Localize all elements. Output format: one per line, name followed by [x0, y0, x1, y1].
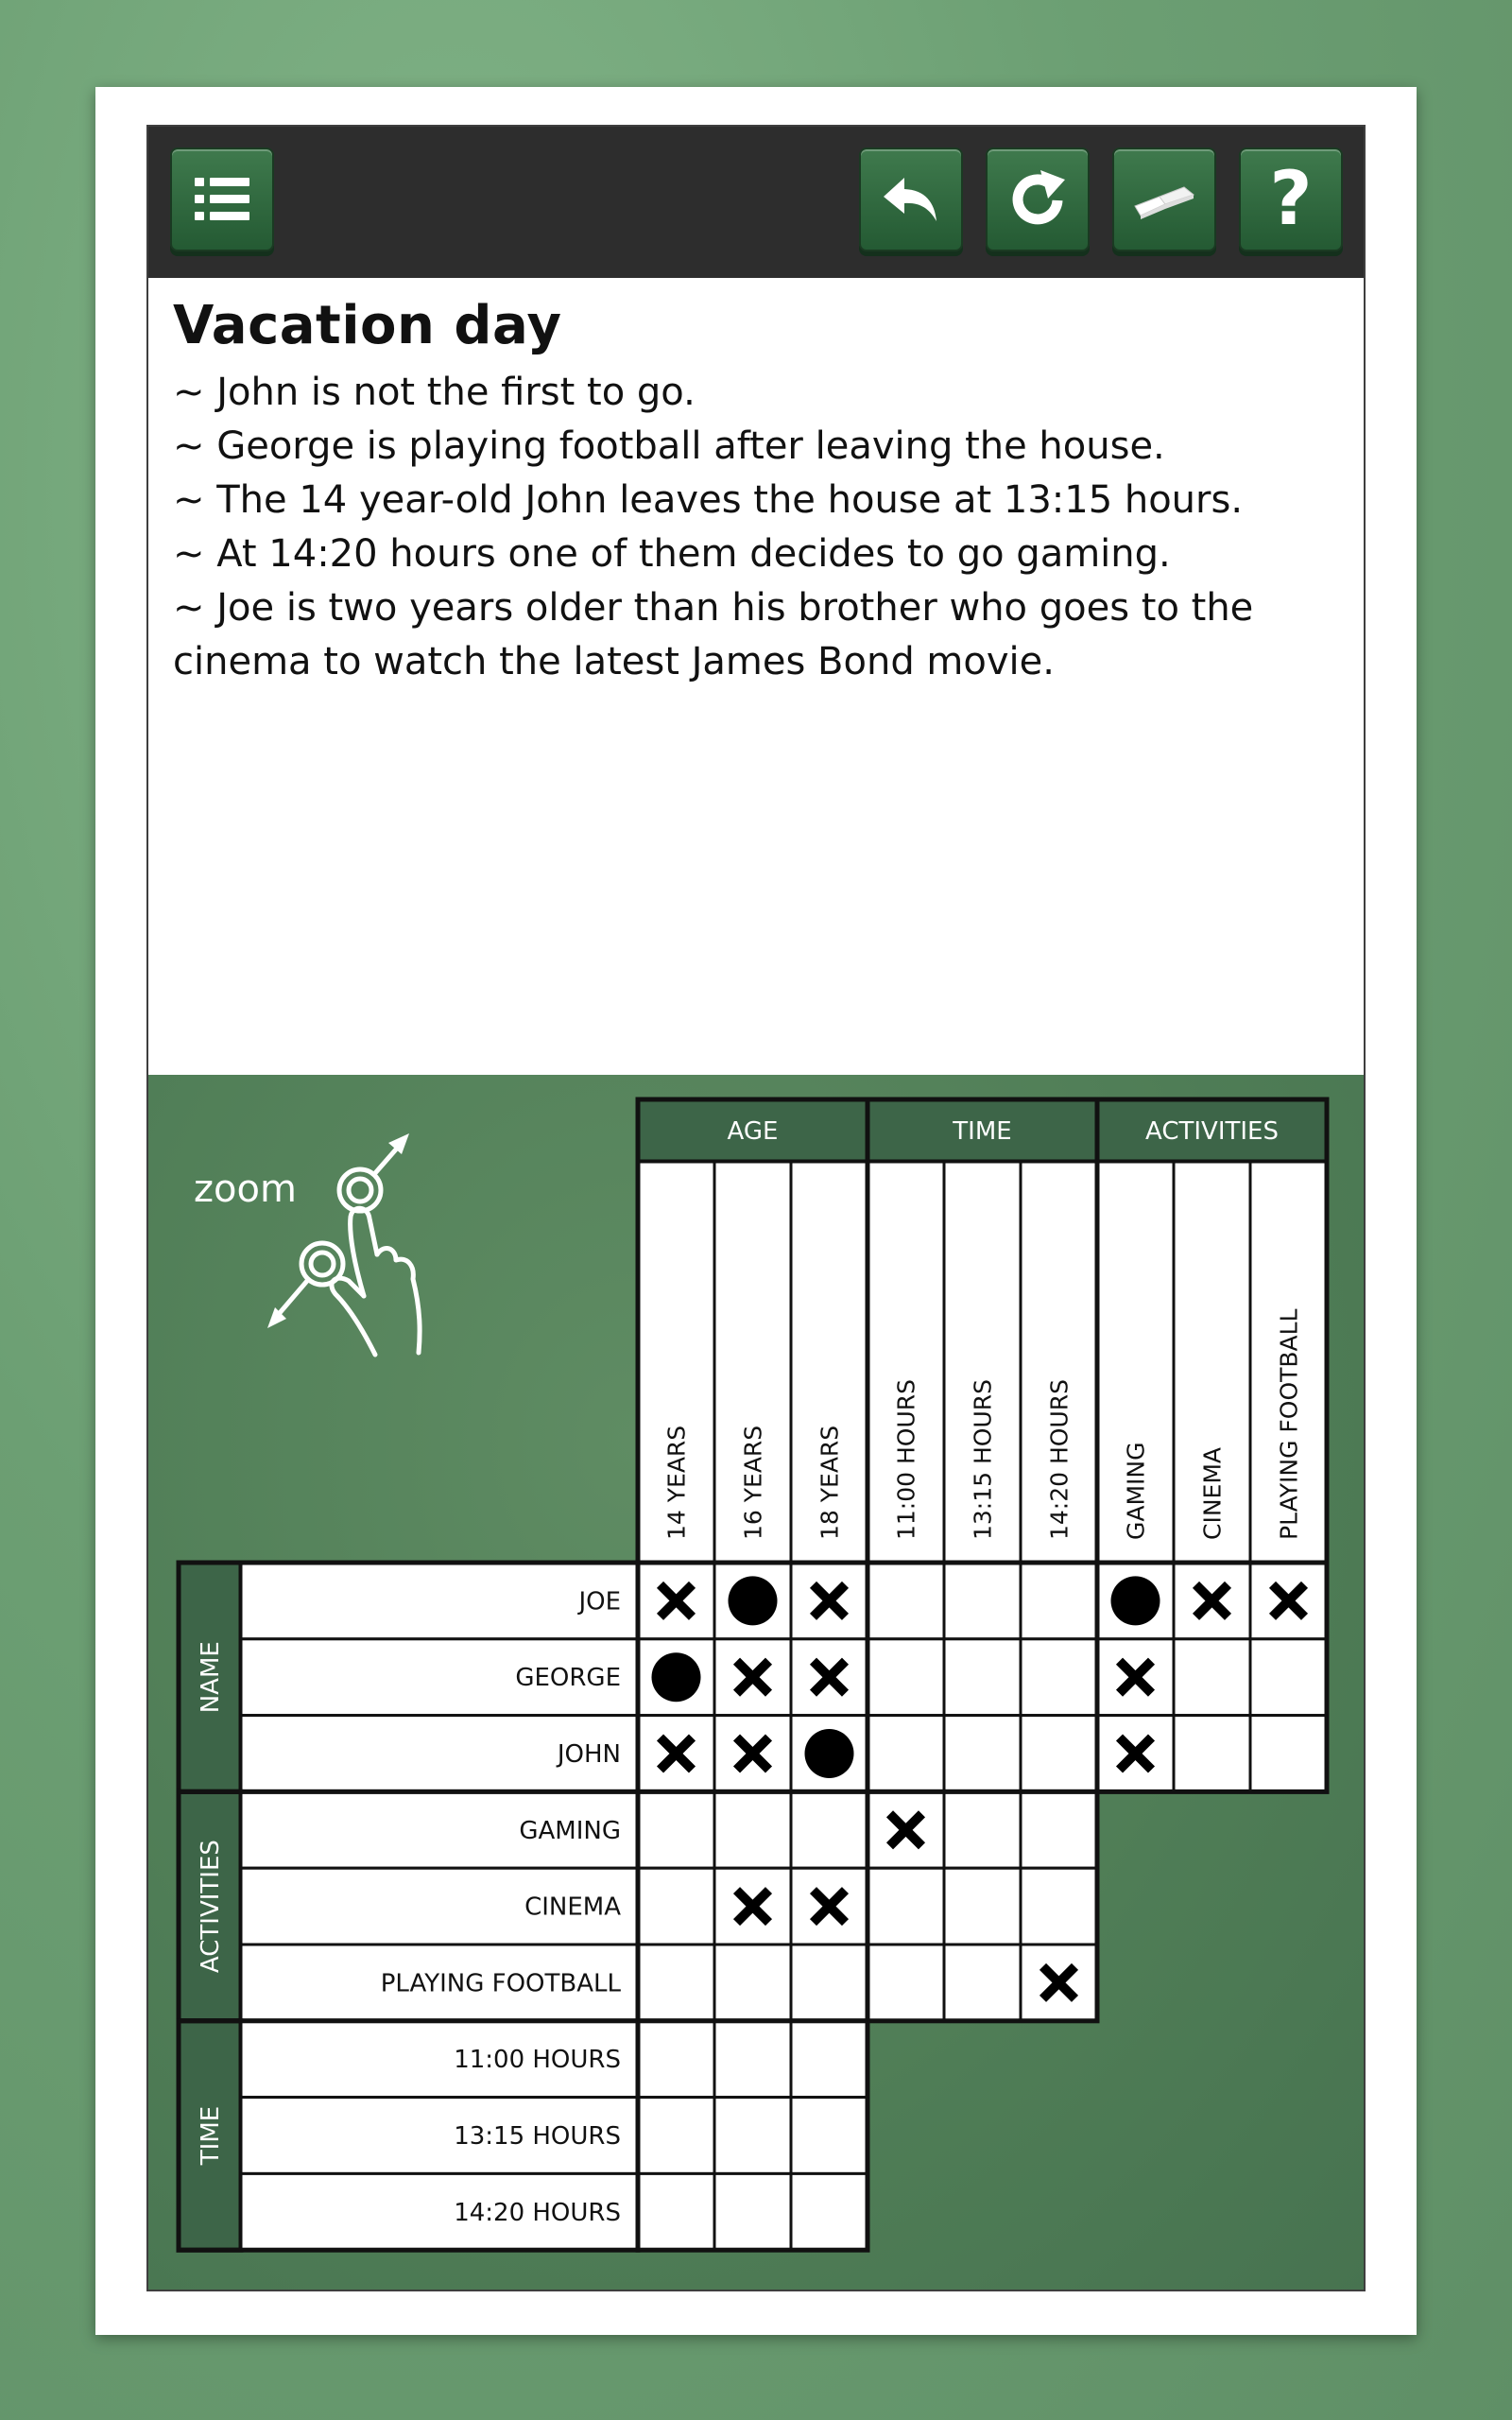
column-label: 14 YEARS: [662, 1425, 691, 1540]
mark-circle: [805, 1729, 854, 1778]
grid-cell[interactable]: [1174, 1716, 1250, 1792]
clue-line: ~ John is not the first to go.: [173, 371, 696, 414]
grid-cell[interactable]: [944, 1563, 1021, 1639]
grid-cell[interactable]: [944, 1791, 1021, 1868]
grid-cell[interactable]: [1250, 1716, 1327, 1792]
row-label: GEORGE: [515, 1664, 621, 1693]
row-label: 13:15 HOURS: [454, 2122, 621, 2151]
clue-line: ~ The 14 year-old John leaves the house at 13:15 hours.: [173, 478, 1244, 522]
clue-line: cinema to watch the latest James Bond movie.: [173, 640, 1055, 683]
column-group-title: AGE: [727, 1117, 779, 1146]
menu-button[interactable]: [170, 147, 274, 251]
row-label: JOE: [578, 1587, 621, 1616]
grid-cell[interactable]: [714, 2021, 791, 2098]
open-book-icon: [1131, 166, 1197, 233]
clue-line: ~ At 14:20 hours one of them decides to go gaming.: [173, 532, 1171, 576]
zoom-label: zoom: [194, 1167, 297, 1211]
grid-cell[interactable]: [944, 1639, 1021, 1716]
grid-cell[interactable]: [1250, 1639, 1327, 1716]
grid-cell[interactable]: [944, 1716, 1021, 1792]
grid-cell[interactable]: [714, 1791, 791, 1868]
restart-icon: [1005, 166, 1071, 233]
grid-cell[interactable]: [868, 1563, 944, 1639]
grid-cell[interactable]: [638, 1868, 714, 1945]
grid-cell[interactable]: [944, 1945, 1021, 2021]
row-label: 11:00 HOURS: [454, 2046, 621, 2075]
row-group-title: TIME: [197, 2105, 225, 2166]
grid-cell[interactable]: [1021, 1868, 1097, 1945]
grid-cell[interactable]: [791, 1945, 868, 2021]
grid-cell[interactable]: [714, 1945, 791, 2021]
column-label: PLAYING FOOTBALL: [1275, 1308, 1303, 1540]
row-label: JOHN: [557, 1740, 621, 1769]
grid-cell[interactable]: [638, 2098, 714, 2174]
undo-arrow-icon: [878, 166, 944, 233]
grid-cell[interactable]: [791, 2098, 868, 2174]
column-group-title: ACTIVITIES: [1145, 1117, 1279, 1146]
logic-grid: [148, 1075, 1366, 2291]
grid-cell[interactable]: [1021, 1639, 1097, 1716]
mark-circle: [1111, 1576, 1160, 1625]
column-group-title: TIME: [953, 1117, 1012, 1146]
restart-button[interactable]: [986, 147, 1090, 251]
undo-button[interactable]: [859, 147, 963, 251]
puzzle-board: [148, 1075, 1364, 2291]
clue-line: ~ George is playing football after leaving the house.: [173, 424, 1165, 468]
puzzle-title: Vacation day: [173, 295, 562, 356]
grid-cell[interactable]: [868, 1639, 944, 1716]
clue-line: ~ Joe is two years older than his brother who goes to the: [173, 586, 1254, 630]
grid-cell[interactable]: [714, 2098, 791, 2174]
row-label: GAMING: [519, 1816, 621, 1845]
grid-cell[interactable]: [791, 2173, 868, 2250]
row-label: 14:20 HOURS: [454, 2198, 621, 2227]
mark-circle: [729, 1576, 778, 1625]
grid-cell[interactable]: [1021, 1563, 1097, 1639]
menu-list-icon: [189, 166, 255, 233]
grid-cell[interactable]: [868, 1716, 944, 1792]
help-icon: ?: [1269, 157, 1313, 242]
grid-cell[interactable]: [638, 2021, 714, 2098]
column-label: 16 YEARS: [739, 1425, 767, 1540]
help-button[interactable]: [1239, 147, 1343, 251]
column-label: 14:20 HOURS: [1045, 1378, 1074, 1540]
column-label: CINEMA: [1198, 1447, 1227, 1540]
grid-cell[interactable]: [714, 2173, 791, 2250]
grid-cell[interactable]: [1174, 1639, 1250, 1716]
grid-cell[interactable]: [638, 1945, 714, 2021]
mark-circle: [652, 1652, 701, 1702]
grid-cell[interactable]: [638, 2173, 714, 2250]
grid-cell[interactable]: [638, 1791, 714, 1868]
row-label: PLAYING FOOTBALL: [380, 1969, 621, 1998]
puzzle-app: [146, 125, 1366, 2291]
column-label: 18 YEARS: [816, 1425, 844, 1540]
column-label: 11:00 HOURS: [892, 1378, 920, 1540]
grid-cell[interactable]: [944, 1868, 1021, 1945]
row-label: CINEMA: [524, 1893, 621, 1922]
grid-cell[interactable]: [868, 1868, 944, 1945]
column-label: GAMING: [1122, 1442, 1150, 1540]
grid-cell[interactable]: [1021, 1716, 1097, 1792]
grid-cell[interactable]: [791, 1791, 868, 1868]
grid-cell[interactable]: [791, 2021, 868, 2098]
column-label: 13:15 HOURS: [969, 1378, 997, 1540]
toolbar: [148, 127, 1364, 278]
row-group-title: NAME: [197, 1641, 225, 1714]
grid-cell[interactable]: [1021, 1791, 1097, 1868]
row-group-title: ACTIVITIES: [197, 1840, 225, 1974]
clues-panel: [173, 295, 1335, 689]
grid-cell[interactable]: [868, 1945, 944, 2021]
rules-button[interactable]: [1112, 147, 1216, 251]
